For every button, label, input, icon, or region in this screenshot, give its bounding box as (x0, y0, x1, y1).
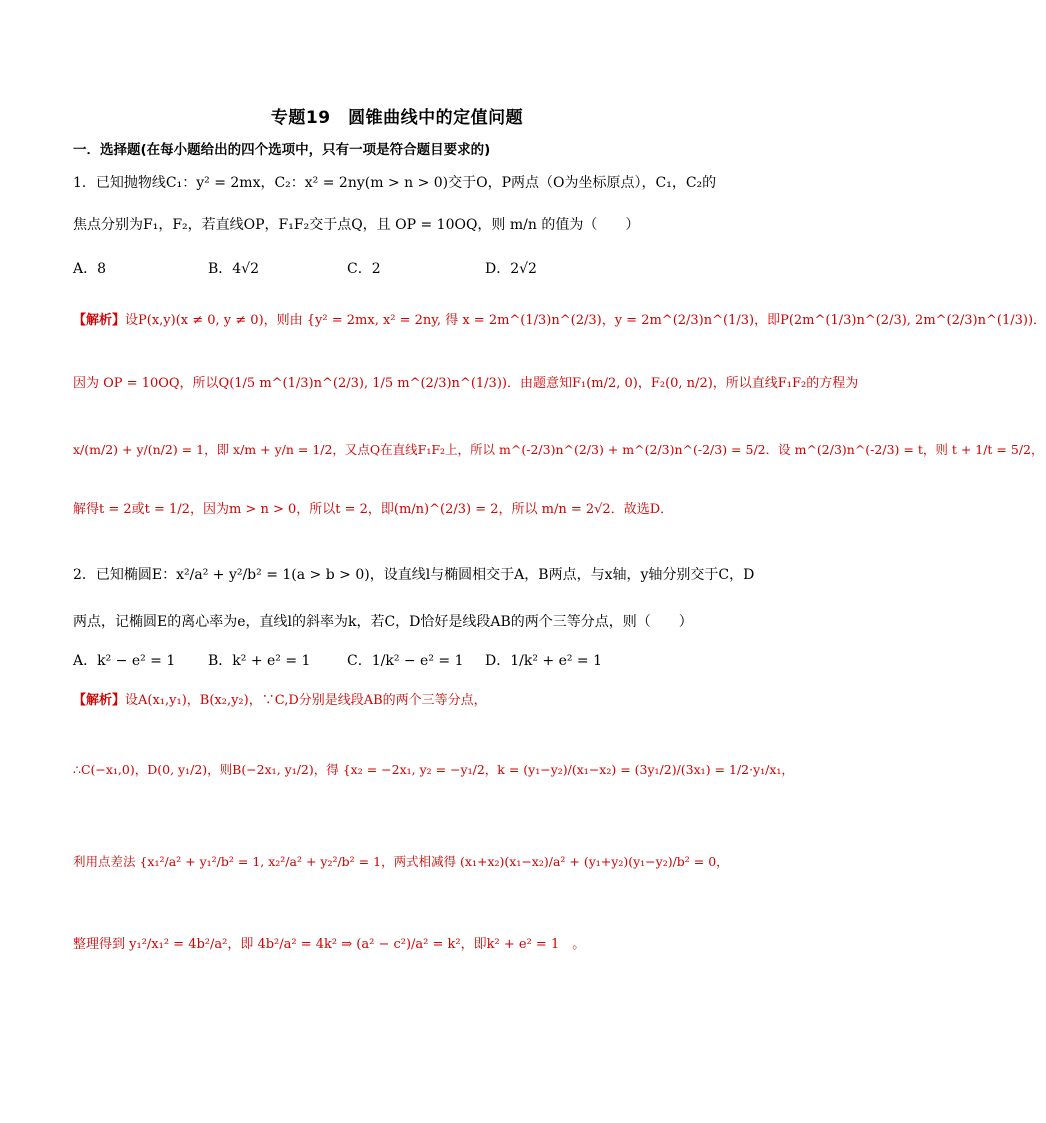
q1-option-a: A．8 (73, 261, 107, 277)
q1-stem-line2: 焦点分别为F₁，F₂，若直线OP，F₁F₂交于点Q，且 OP = 10OQ，则 m/n 的值为（ ） (73, 217, 640, 233)
q1-option-b: B．4√2 (208, 261, 260, 277)
q1-analysis-line3: x/(m/2) + y/(n/2) = 1，即 x/m + y/n = 1/2，又点Q在直线F₁F₂上，所以 m^(-2/3)n^(2/3) + m^(2/3)n^(-2/3) = 5/2．设 m^(2/3)n^(-2/3) = t，则 t + 1/t = 5/2， (73, 442, 1044, 457)
section-header: 一．选择题(在每小题给出的四个选项中，只有一项是符合题目要求的) (73, 142, 491, 158)
q2-analysis-line4: 整理得到 y₁²/x₁² = 4b²/a²，即 4b²/a² = 4k² ⇒ (a² − c²)/a² = k²，即k² + e² = 1 。 (73, 937, 586, 952)
q2-analysis-line3: 利用点差法 {x₁²/a² + y₁²/b² = 1, x₂²/a² + y₂²/b² = 1，两式相减得 (x₁+x₂)(x₁−x₂)/a² + (y₁+y₂)(y₁−y₂)/b² = 0， (73, 854, 729, 869)
q1-analysis-text1: 设P(x,y)(x ≠ 0, y ≠ 0)，则由 {y² = 2mx, x² = 2ny, 得 x = 2m^(1/3)n^(2/3)，y = 2m^(2/3)n^(1/3)，即P(2m^(1/3)n^(2/3), 2m^(2/3)n^(1/3))． (125, 313, 1046, 328)
q1-option-c: C．2 (347, 261, 381, 277)
q1-analysis-line2: 因为 OP = 10OQ，所以Q(1/5 m^(1/3)n^(2/3), 1/5 m^(2/3)n^(1/3))．由题意知F₁(m/2, 0)，F₂(0, n/2)，所以直线F₁F₂的方程为 (73, 376, 859, 391)
q2-analysis-line2: ∴C(−x₁,0)，D(0, y₁/2)，则B(−2x₁, y₁/2)，得 {x₂ = −2x₁, y₂ = −y₁/2，k = (y₁−y₂)/(x₁−x₂) = (3y₁/2)/(3x₁) = 1/2·y₁/x₁， (73, 762, 794, 777)
q1-analysis-line4: 解得t = 2或t = 1/2，因为m > n > 0，所以t = 2，即(m/n)^(2/3) = 2，所以 m/n = 2√2．故选D． (73, 502, 674, 517)
q1-option-d: D．2√2 (485, 261, 537, 277)
page-title: 专题19 圆锥曲线中的定值问题 (270, 108, 524, 128)
q1-analysis-line1 (73, 311, 1046, 331)
q2-analysis-line1 (73, 691, 487, 711)
q2-option-d: D．1/k² + e² = 1 (485, 653, 603, 669)
q2-option-a: A．k² − e² = 1 (73, 653, 176, 669)
q2-option-c: C．1/k² − e² = 1 (347, 653, 464, 669)
q1-stem-line1: 1．已知抛物线C₁：y² = 2mx，C₂：x² = 2ny(m > n > 0)交于O，P两点（O为坐标原点），C₁，C₂的 (73, 175, 717, 191)
q2-stem-line1: 2．已知椭圆E：x²/a² + y²/b² = 1(a > b > 0)，设直线l与椭圆相交于A，B两点，与x轴，y轴分别交于C，D (73, 567, 755, 583)
q2-analysis-text1: 设A(x₁,y₁)，B(x₂,y₂)，∵C,D分别是线段AB的两个三等分点， (125, 693, 487, 708)
q2-option-b: B．k² + e² = 1 (208, 653, 311, 669)
q2-analysis-tag: 【解析】 (73, 693, 126, 708)
q2-stem-line2: 两点，记椭圆E的离心率为e，直线l的斜率为k，若C，D恰好是线段AB的两个三等分点，则（ ） (73, 614, 693, 630)
q1-analysis-tag: 【解析】 (73, 313, 126, 328)
